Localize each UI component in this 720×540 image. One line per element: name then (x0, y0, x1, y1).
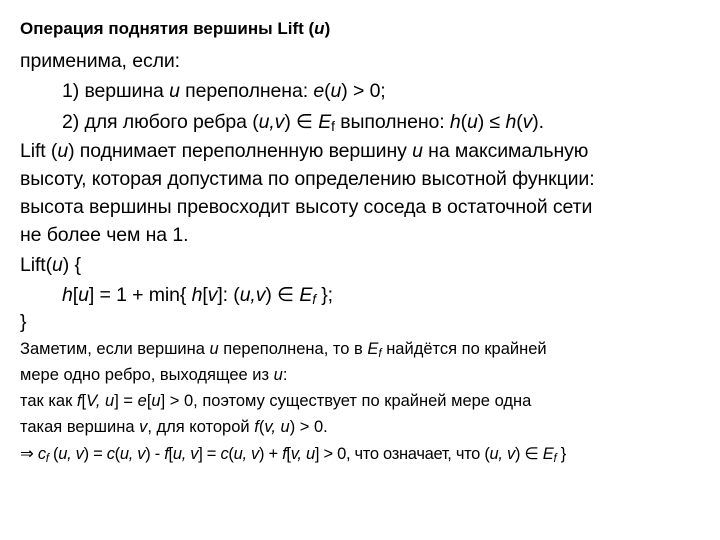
implies-arrow-icon: ⇒ (20, 445, 34, 463)
code-header: Lift(u) { (20, 254, 81, 276)
code-body: h[u] = 1 + min{ h[v]: (u,v) ∈ $E_f$ }; (62, 284, 334, 307)
note-conclusion: ⇒ $c_f$ (u, v) = c(u, v) - f[u, v] = c(u, v) + f[v, u] > 0, что означает, что (u, v) ∈ $E_f$ } (20, 445, 566, 465)
note-line: Заметим, если вершина u переполнена, то в $E_f$ найдётся по крайней (20, 340, 547, 360)
slide-title: Операция поднятия вершины Lift (u) (20, 19, 331, 38)
paragraph-line: не более чем на 1. (20, 224, 189, 246)
condition-2: 2) для любого ребра (u,v) ∈ $E_f$ выполнено: h(u) ≤ h(v). (62, 111, 544, 134)
note-line: мере одно ребро, выходящее из u: (20, 366, 288, 384)
note-line: такая вершина v, для которой f(v, u) > 0. (20, 418, 328, 436)
applicability-line: применима, если: (20, 50, 180, 72)
paragraph-line: высоту, которая допустима по определению высотной функции: (20, 168, 595, 190)
note-line: так как f[V, u] = e[u] > 0, поэтому существует по крайней мере одна (20, 392, 532, 410)
condition-1: 1) вершина u переполнена: e(u) > 0; (62, 80, 386, 102)
paragraph-line: Lift (u) поднимает переполненную вершину u на максимальную (20, 140, 589, 162)
code-close: } (20, 311, 27, 333)
paragraph-line: высота вершины превосходит высоту соседа в остаточной сети (20, 196, 593, 218)
